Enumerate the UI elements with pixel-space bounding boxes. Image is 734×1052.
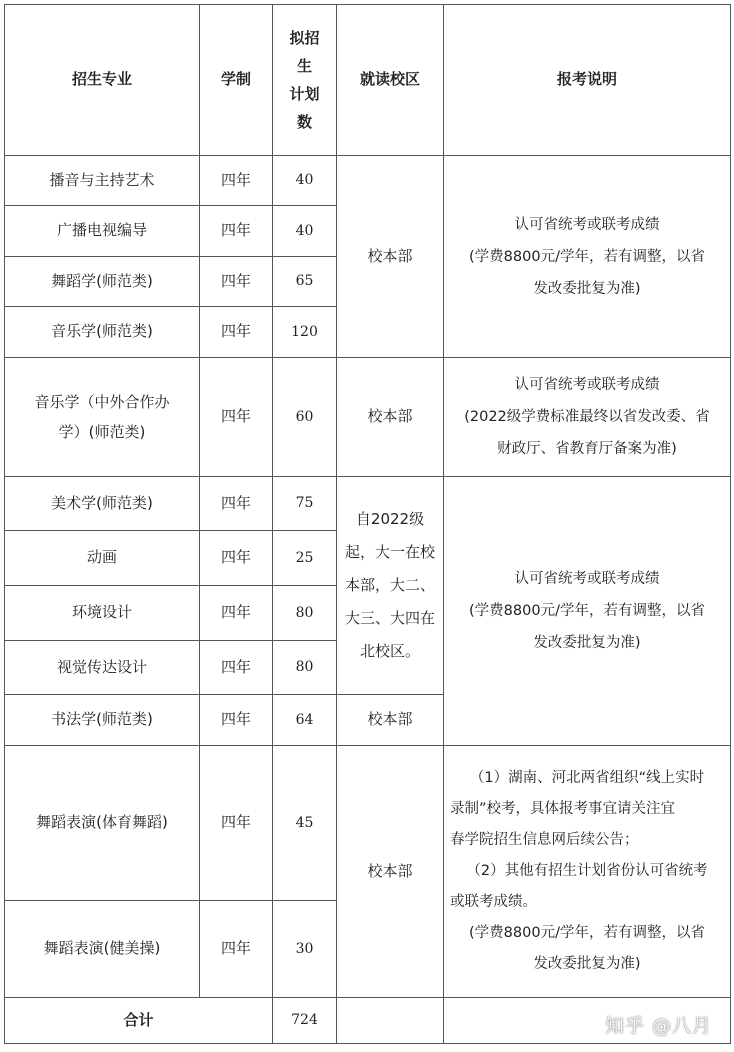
- table-row: [5, 358, 731, 477]
- header-row: [5, 5, 731, 156]
- duration-cell: 四年: [200, 206, 273, 257]
- watermark: 知乎 @八月: [604, 1015, 712, 1037]
- header-duration: 学制: [200, 5, 273, 156]
- header-plan: 拟招 生 计划 数: [273, 5, 337, 156]
- header-note: 报考说明: [444, 5, 731, 156]
- duration-cell: 四年: [200, 307, 273, 358]
- plan-cell: 64: [273, 695, 337, 746]
- admission-plan-table: [4, 4, 731, 1044]
- empty-cell: [337, 998, 444, 1044]
- plan-cell: 80: [273, 586, 337, 641]
- major-cell: 书法学(师范类): [5, 695, 200, 746]
- campus-cell: 校本部: [337, 156, 444, 358]
- major-cell: 美术学(师范类): [5, 477, 200, 531]
- duration-cell: 四年: [200, 477, 273, 531]
- plan-cell: 120: [273, 307, 337, 358]
- major-cell: 环境设计: [5, 586, 200, 641]
- plan-cell: 40: [273, 156, 337, 206]
- header-campus: 就读校区: [337, 5, 444, 156]
- table-row: [5, 477, 731, 531]
- table-row: [5, 156, 731, 206]
- duration-cell: 四年: [200, 901, 273, 998]
- major-cell: 动画: [5, 531, 200, 586]
- table-row: [5, 746, 731, 901]
- plan-cell: 25: [273, 531, 337, 586]
- major-cell: 视觉传达设计: [5, 641, 200, 695]
- major-cell: 音乐学(师范类): [5, 307, 200, 358]
- note-cell: 认可省统考或联考成绩 (学费8800元/学年，若有调整，以省 发改委批复为准): [444, 477, 731, 746]
- duration-cell: 四年: [200, 358, 273, 477]
- major-cell: 播音与主持艺术: [5, 156, 200, 206]
- plan-cell: 30: [273, 901, 337, 998]
- campus-cell: 校本部: [337, 746, 444, 998]
- major-cell: 广播电视编导: [5, 206, 200, 257]
- note-cell: 认可省统考或联考成绩 (2022级学费标准最终以省发改委、省 财政厅、省教育厅备案为准): [444, 358, 731, 477]
- duration-cell: 四年: [200, 746, 273, 901]
- plan-cell: 40: [273, 206, 337, 257]
- note-cell: 认可省统考或联考成绩 (学费8800元/学年，若有调整，以省 发改委批复为准): [444, 156, 731, 358]
- major-cell: 舞蹈学(师范类): [5, 257, 200, 307]
- note-cell: （1）湖南、河北两省组织“线上实时 录制”校考，具体报考事宜请关注宜 春学院招生信息网后续公告； （2）其他有招生计划省份认可省统考 或联考成绩。 (学费8800元/学年，若有调整，以省 发改委批复为准): [444, 746, 731, 998]
- campus-cell: 校本部: [337, 695, 444, 746]
- duration-cell: 四年: [200, 586, 273, 641]
- major-cell: 舞蹈表演(体育舞蹈): [5, 746, 200, 901]
- duration-cell: 四年: [200, 695, 273, 746]
- total-value: 724: [273, 998, 337, 1044]
- header-major: 招生专业: [5, 5, 200, 156]
- duration-cell: 四年: [200, 641, 273, 695]
- campus-cell-multi: 自2022级起，大一在校本部，大二、大三、大四在北校区。: [337, 477, 444, 695]
- plan-cell: 45: [273, 746, 337, 901]
- duration-cell: 四年: [200, 531, 273, 586]
- duration-cell: 四年: [200, 257, 273, 307]
- campus-cell: 校本部: [337, 358, 444, 477]
- plan-cell: 65: [273, 257, 337, 307]
- major-cell: 音乐学（中外合作办 学）(师范类): [5, 358, 200, 477]
- total-label: 合计: [5, 998, 273, 1044]
- plan-cell: 80: [273, 641, 337, 695]
- plan-cell: 60: [273, 358, 337, 477]
- major-cell: 舞蹈表演(健美操): [5, 901, 200, 998]
- plan-cell: 75: [273, 477, 337, 531]
- duration-cell: 四年: [200, 156, 273, 206]
